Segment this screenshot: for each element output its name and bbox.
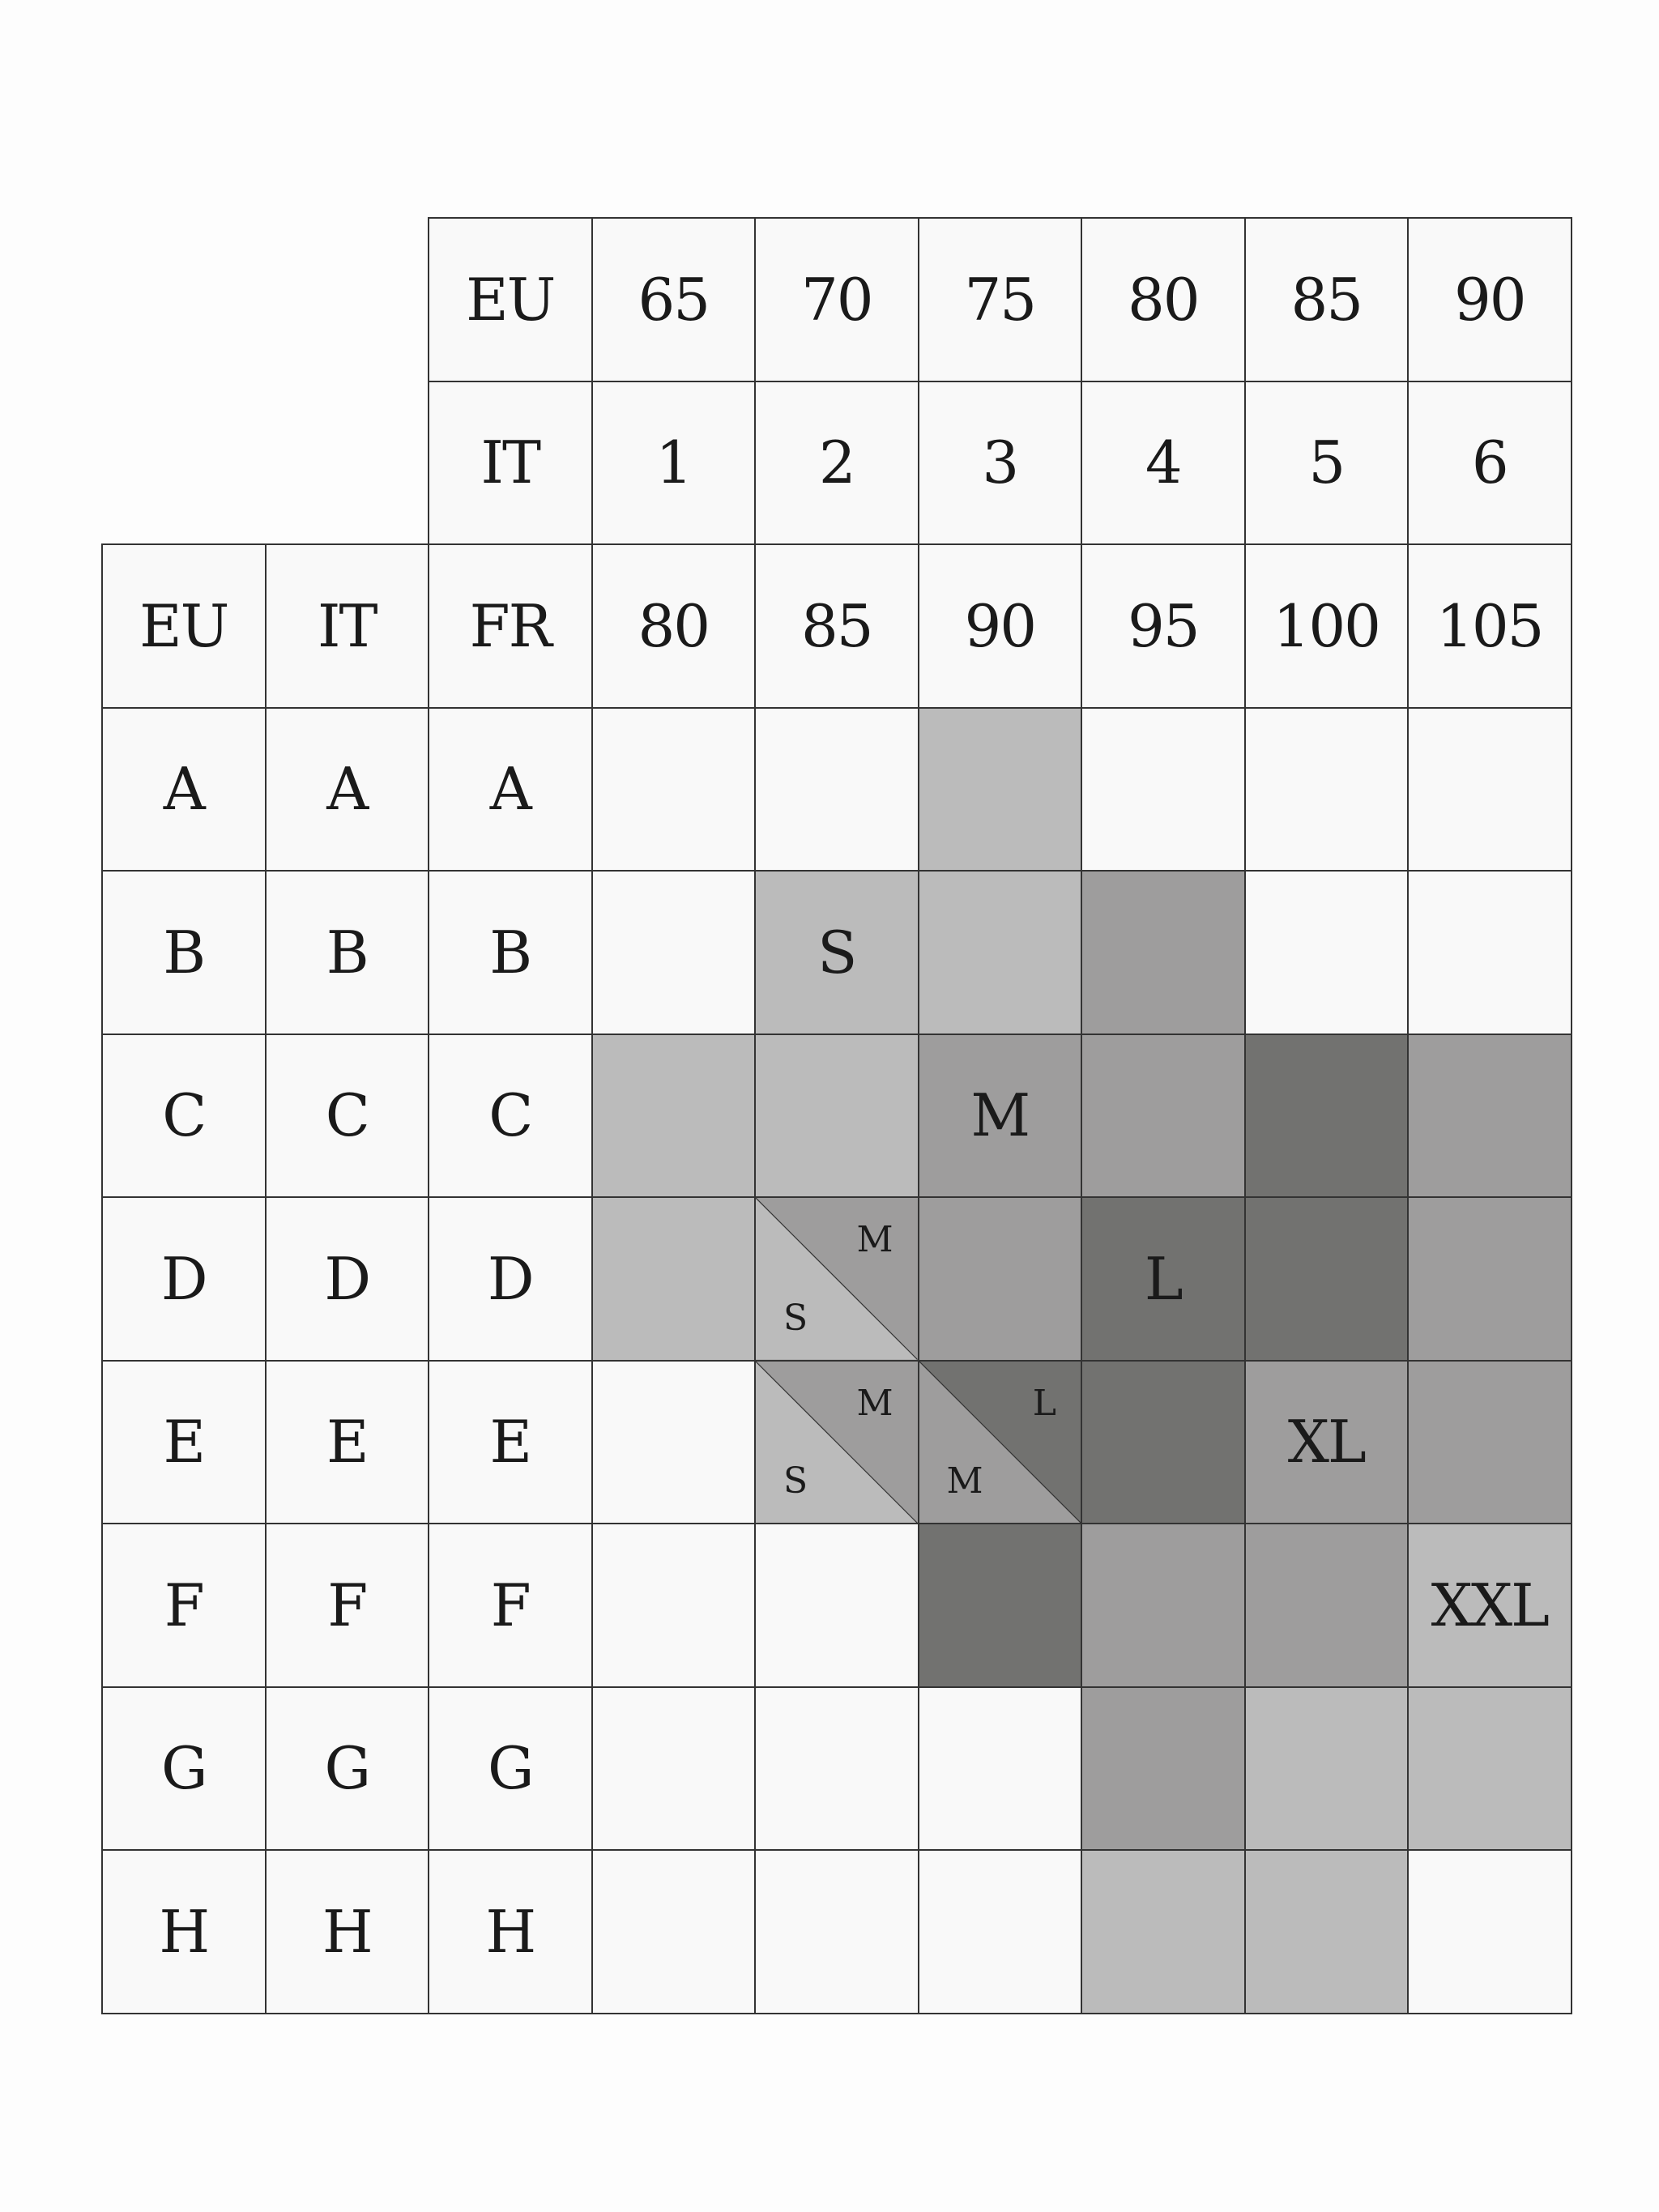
size-cell — [591, 1360, 757, 1525]
size-cell — [1081, 1686, 1246, 1852]
column-value-cell-text: 90 — [964, 591, 1036, 660]
size-cell — [591, 870, 757, 1035]
size-cell — [754, 870, 919, 1035]
column-system-label — [101, 543, 267, 709]
cup-label-cell-text: F — [327, 1571, 367, 1639]
column-value-cell-text: 80 — [638, 591, 710, 660]
size-cell — [1081, 1523, 1246, 1688]
cup-label-cell-text: H — [485, 1897, 535, 1966]
size-cell — [918, 1034, 1083, 1199]
size-cell — [1407, 1686, 1572, 1852]
column-value-cell-text: 105 — [1436, 591, 1543, 660]
size-cell — [918, 1849, 1083, 2014]
size-cell — [918, 870, 1083, 1035]
size-cell — [1081, 1849, 1246, 2014]
column-system-label-text: EU — [139, 591, 228, 660]
cup-label-cell-text: G — [324, 1734, 369, 1803]
size-cell-text: XL — [1287, 1408, 1365, 1477]
cup-label-cell — [265, 870, 430, 1035]
cup-label-cell-text: E — [163, 1408, 205, 1477]
cup-label-cell — [428, 1034, 593, 1199]
cup-label-cell-text: G — [160, 1734, 207, 1803]
cup-label-cell — [101, 1034, 267, 1199]
size-cell-text: M — [970, 1081, 1030, 1150]
size-cell-text: L — [1144, 1244, 1182, 1313]
cup-label-cell-text: C — [488, 1081, 532, 1150]
size-cell — [1244, 870, 1410, 1035]
column-value-cell-text: 100 — [1273, 591, 1380, 660]
column-system-label — [428, 543, 593, 709]
size-cell — [1407, 1034, 1572, 1199]
cup-label-cell — [265, 1196, 430, 1362]
cup-label-cell-text: E — [326, 1408, 368, 1477]
header-value-cell-text: 90 — [1453, 265, 1525, 334]
size-cell — [1244, 1360, 1410, 1525]
size-cell — [918, 1686, 1083, 1852]
header-row-label — [428, 217, 593, 382]
cup-label-cell — [101, 1849, 267, 2014]
size-cell — [1407, 870, 1572, 1035]
size-cell — [1407, 1360, 1572, 1525]
cup-label-cell-text: H — [322, 1897, 372, 1966]
column-value-cell-text: 95 — [1127, 591, 1199, 660]
column-value-cell — [754, 543, 919, 709]
size-cell — [1407, 1523, 1572, 1688]
size-cell — [1244, 1686, 1410, 1852]
header-value-cell — [1244, 381, 1410, 546]
size-cell — [754, 1034, 919, 1199]
header-value-cell — [1407, 381, 1572, 546]
column-system-label-text: FR — [469, 591, 551, 660]
header-value-cell-text: 65 — [638, 265, 710, 334]
header-row-label — [428, 381, 593, 546]
cup-label-cell — [101, 870, 267, 1035]
header-row-label-text: IT — [480, 428, 539, 497]
size-cell — [1244, 1196, 1410, 1362]
cup-label-cell — [428, 1523, 593, 1688]
column-value-cell-text: 85 — [800, 591, 872, 660]
size-cell — [1407, 1849, 1572, 2014]
cup-label-cell-text: A — [326, 755, 368, 824]
size-cell — [1081, 1034, 1246, 1199]
header-value-cell — [918, 381, 1083, 546]
size-cell — [591, 1849, 757, 2014]
column-value-cell — [1407, 543, 1572, 709]
size-cell — [1244, 1849, 1410, 2014]
size-cell — [591, 1686, 757, 1852]
size-cell — [591, 1034, 757, 1199]
cup-label-cell — [101, 1523, 267, 1688]
size-cell — [1081, 1360, 1246, 1525]
diagonal-split — [756, 1362, 918, 1524]
diagonal-split — [919, 1362, 1081, 1524]
size-cell — [591, 707, 757, 872]
size-cell — [1081, 1196, 1246, 1362]
header-value-cell — [1244, 217, 1410, 382]
cup-label-cell — [428, 1686, 593, 1852]
cup-label-cell-text: C — [325, 1081, 369, 1150]
cup-label-cell-text: C — [162, 1081, 206, 1150]
size-cell — [918, 707, 1083, 872]
header-value-cell — [754, 217, 919, 382]
split-size-cell — [754, 1360, 919, 1525]
size-cell — [754, 707, 919, 872]
cup-label-cell — [265, 1523, 430, 1688]
size-cell-text: S — [817, 918, 856, 987]
header-value-cell — [1407, 217, 1572, 382]
split-size-cell — [918, 1360, 1083, 1525]
cup-label-cell-text: H — [159, 1897, 209, 1966]
lower-size-label: S — [783, 1297, 808, 1339]
cup-label-cell — [101, 707, 267, 872]
cup-label-cell-text: B — [489, 918, 531, 987]
cup-label-cell — [265, 707, 430, 872]
cup-label-cell-text: G — [487, 1734, 533, 1803]
size-cell-text: XXL — [1431, 1571, 1548, 1639]
upper-size-label: L — [1032, 1382, 1056, 1424]
size-cell — [1407, 707, 1572, 872]
header-value-cell — [591, 217, 757, 382]
column-value-cell — [1244, 543, 1410, 709]
header-value-cell-text: 75 — [964, 265, 1036, 334]
lower-size-label: S — [783, 1460, 808, 1502]
header-value-cell — [918, 217, 1083, 382]
cup-label-cell-text: D — [487, 1244, 533, 1313]
cup-label-cell-text: E — [489, 1408, 531, 1477]
cup-label-cell — [265, 1686, 430, 1852]
cup-label-cell — [101, 1360, 267, 1525]
cup-label-cell — [101, 1686, 267, 1852]
size-cell — [1407, 1196, 1572, 1362]
header-value-cell — [754, 381, 919, 546]
cup-label-cell — [428, 870, 593, 1035]
column-system-label-text: IT — [318, 591, 377, 660]
size-cell — [1081, 707, 1246, 872]
header-value-cell-text: 1 — [655, 428, 692, 497]
lower-size-label: M — [946, 1460, 983, 1502]
header-value-cell-text: 5 — [1308, 428, 1345, 497]
size-cell — [591, 1523, 757, 1688]
size-cell — [591, 1196, 757, 1362]
column-value-cell — [918, 543, 1083, 709]
upper-size-label: M — [856, 1219, 893, 1260]
cup-label-cell — [101, 1196, 267, 1362]
cup-label-cell — [428, 1360, 593, 1525]
size-cell — [1244, 1523, 1410, 1688]
size-cell — [918, 1523, 1083, 1688]
cup-label-cell-text: B — [326, 918, 368, 987]
header-value-cell-text: 3 — [982, 428, 1018, 497]
column-system-label — [265, 543, 430, 709]
cup-label-cell — [265, 1849, 430, 2014]
header-value-cell-text: 2 — [818, 428, 855, 497]
cup-label-cell-text: A — [163, 755, 204, 824]
cup-label-cell-text: D — [160, 1244, 207, 1313]
size-cell — [754, 1849, 919, 2014]
split-size-cell — [754, 1196, 919, 1362]
cup-label-cell — [428, 1849, 593, 2014]
cup-label-cell-text: F — [164, 1571, 203, 1639]
header-value-cell — [1081, 381, 1246, 546]
diagonal-split — [756, 1198, 918, 1360]
column-value-cell — [591, 543, 757, 709]
header-value-cell-text: 85 — [1290, 265, 1363, 334]
size-cell — [754, 1523, 919, 1688]
header-value-cell — [1081, 217, 1246, 382]
size-cell — [1244, 1034, 1410, 1199]
cup-label-cell — [265, 1034, 430, 1199]
header-value-cell-text: 80 — [1127, 265, 1199, 334]
header-value-cell-text: 70 — [800, 265, 872, 334]
size-cell — [918, 1196, 1083, 1362]
size-cell — [1244, 707, 1410, 872]
column-value-cell — [1081, 543, 1246, 709]
size-cell — [754, 1686, 919, 1852]
header-value-cell-text: 4 — [1145, 428, 1181, 497]
upper-size-label: M — [856, 1382, 893, 1424]
cup-label-cell-text: B — [163, 918, 205, 987]
cup-label-cell — [428, 707, 593, 872]
header-row-label-text: EU — [466, 265, 555, 334]
cup-label-cell-text: D — [324, 1244, 370, 1313]
size-cell — [1081, 870, 1246, 1035]
cup-label-cell — [428, 1196, 593, 1362]
cup-label-cell-text: A — [489, 755, 531, 824]
header-value-cell-text: 6 — [1471, 428, 1508, 497]
header-value-cell — [591, 381, 757, 546]
cup-label-cell — [265, 1360, 430, 1525]
cup-label-cell-text: F — [490, 1571, 530, 1639]
